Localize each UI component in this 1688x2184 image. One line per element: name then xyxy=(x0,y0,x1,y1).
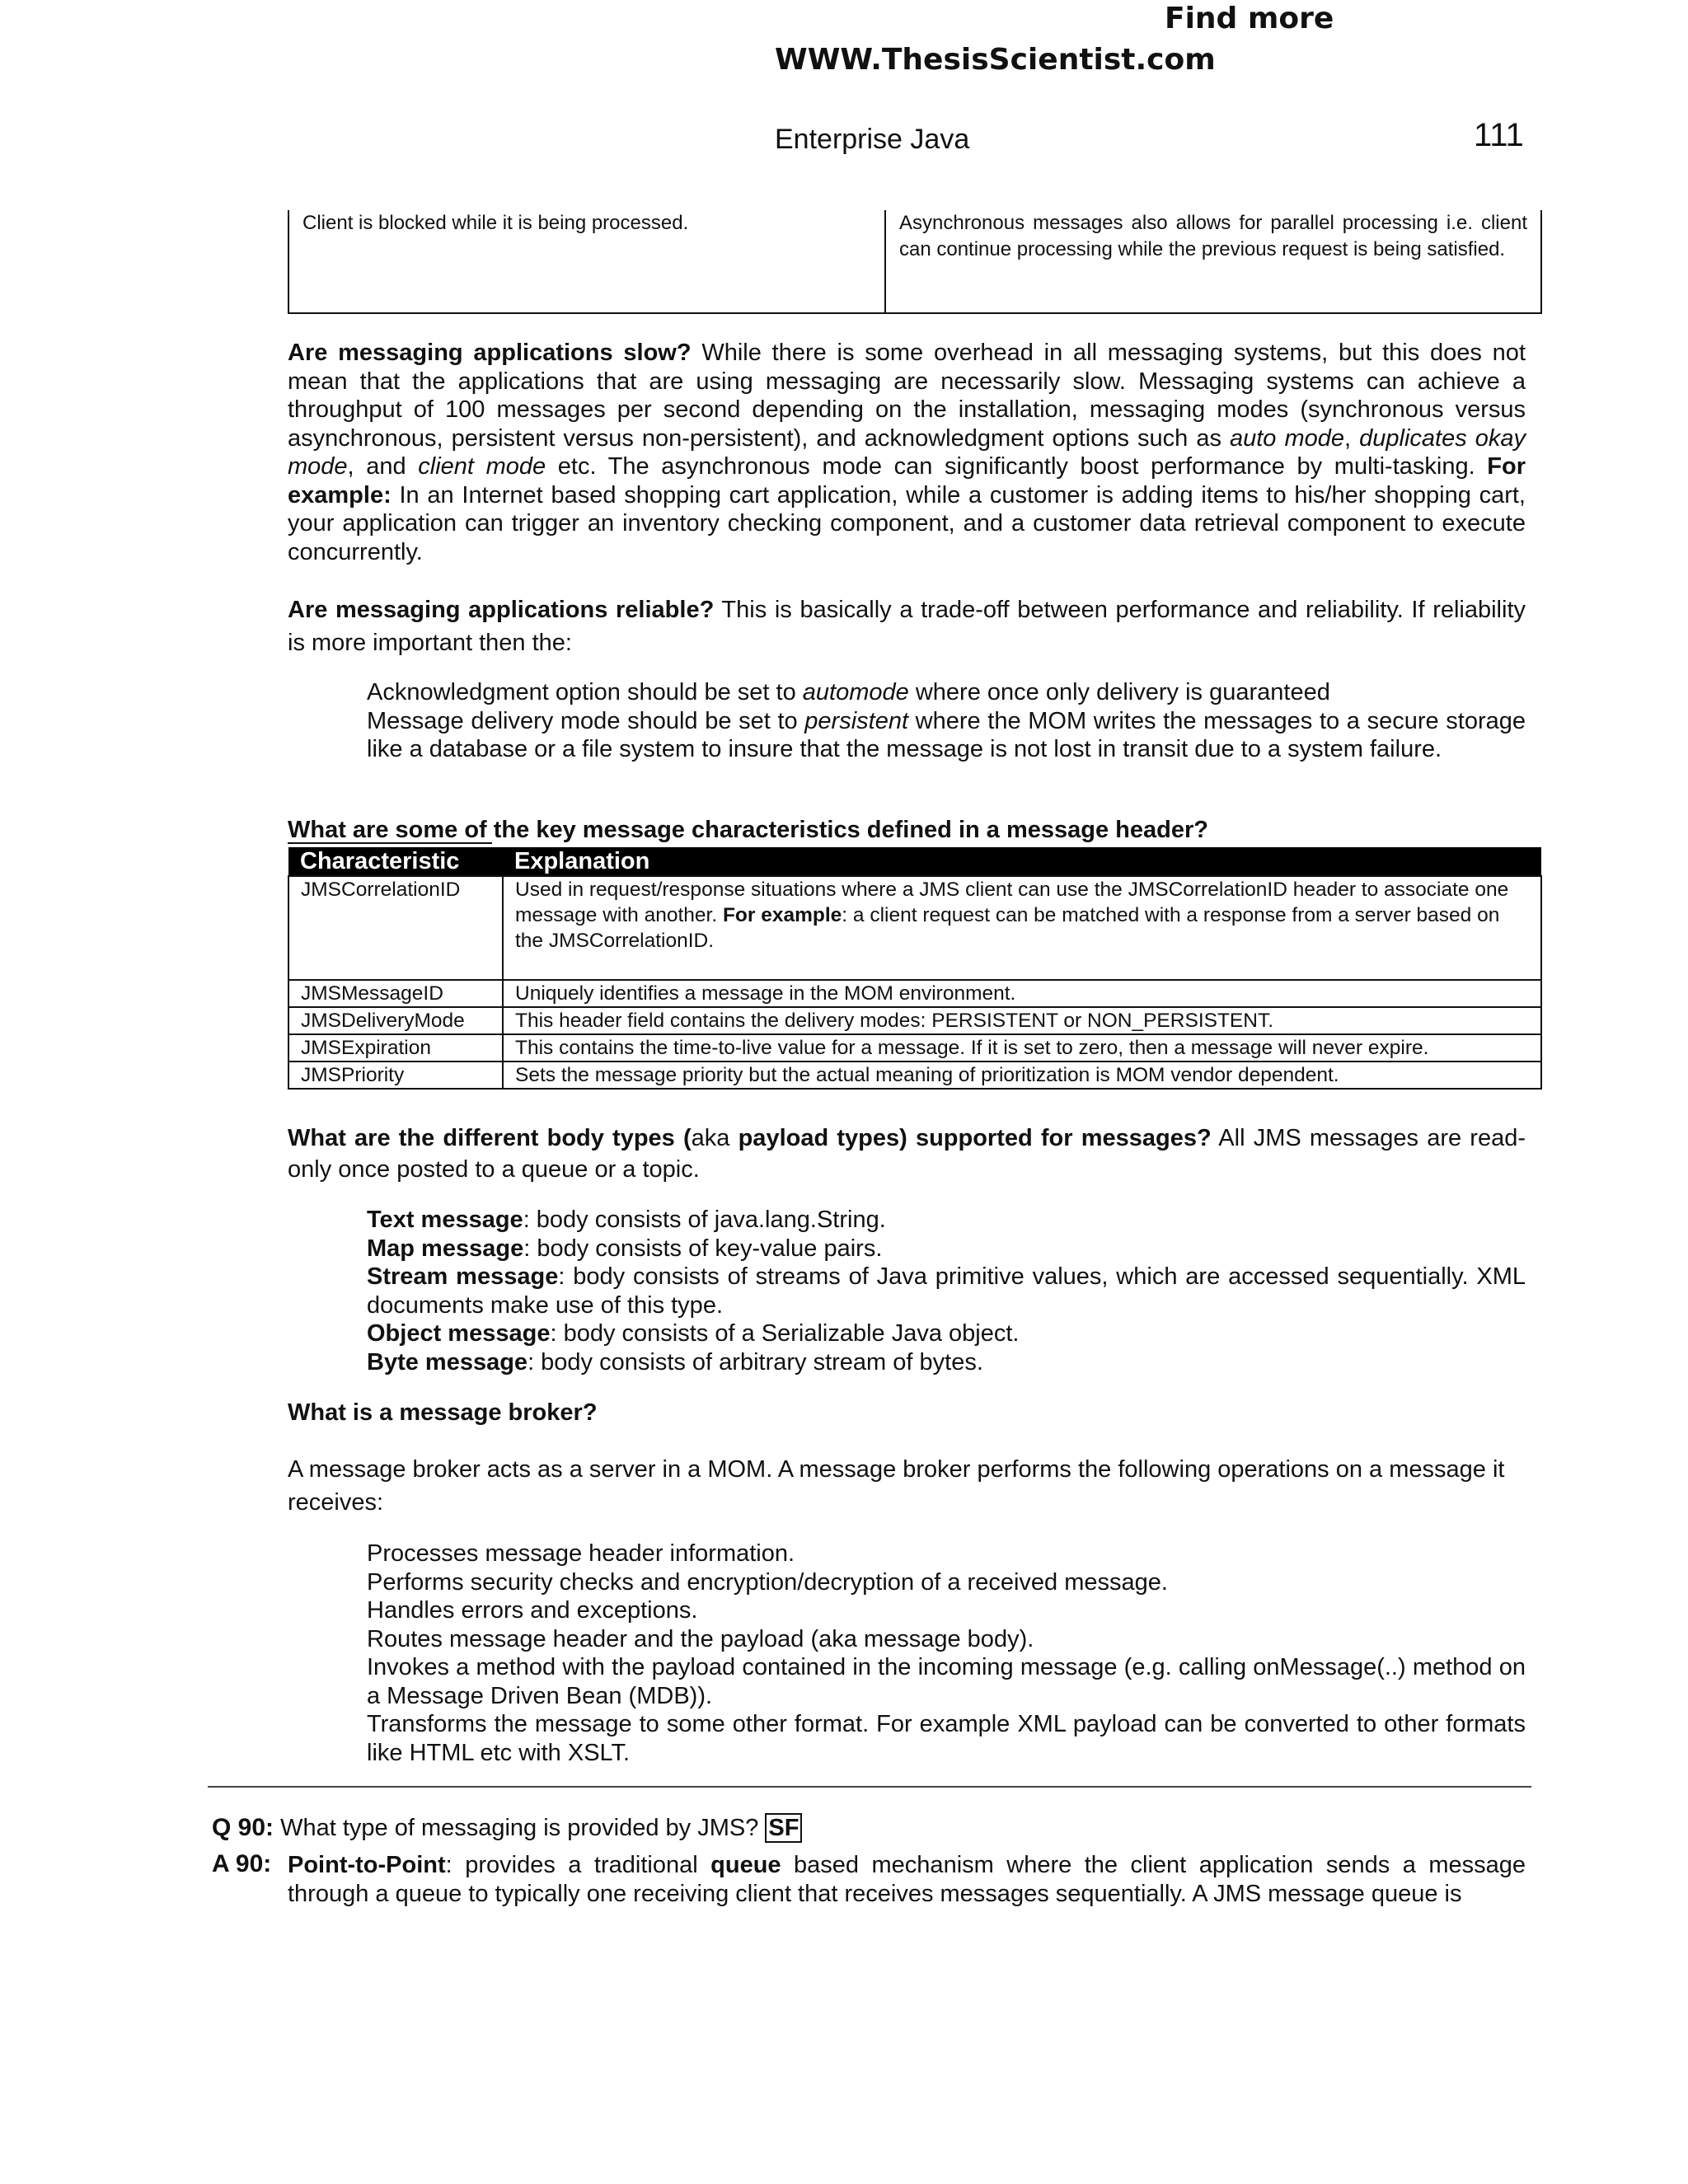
table-cell: Uniquely identifies a message in the MOM environment. xyxy=(503,980,1541,1007)
find-more-text: Find more xyxy=(1165,2,1334,35)
text: In an Internet based shopping cart application, while a customer is adding items to his/her shopping cart, your application can trigger an inventory checking component, and a customer data retrieval component to execute concurrently. xyxy=(288,481,1526,565)
text: For example: xyxy=(288,453,1526,509)
table-row xyxy=(288,876,1541,980)
list-item: Processes message header information. xyxy=(367,1540,795,1567)
reliability-list xyxy=(367,678,1526,764)
text: etc. The asynchronous mode can significantly boost performance by multi-tasking. xyxy=(546,453,1488,480)
body-types-list xyxy=(367,1206,1526,1376)
list-item: Stream message: body consists of streams of Java primitive values, which are accessed sequentially. XML documents make use of this type. xyxy=(367,1263,1526,1319)
broker-operations-list xyxy=(367,1540,1526,1767)
table-cell: JMSDeliveryMode xyxy=(288,1007,503,1034)
list-item: Invokes a method with the payload contained in the incoming message (e.g. calling onMessage(..) method on a Message Driven Bean (MDB)). xyxy=(367,1654,1526,1709)
site-link[interactable]: WWW.ThesisScientist.com xyxy=(775,43,1216,77)
table-cell: Used in request/response situations where a JMS client can use the JMSCorrelationID header to associate one message with another. For example: a client request can be matched with a response from a server based on the JMSCorrelationID. xyxy=(503,876,1541,980)
characteristics-table xyxy=(288,847,1542,1090)
sync-async-table xyxy=(288,210,1542,314)
question-90: Q 90: What type of messaging is provided by JMS? SF xyxy=(212,1814,1531,1843)
question-heading: Are messaging applications slow? xyxy=(288,340,692,366)
text: duplicates okay mode xyxy=(288,424,1526,480)
table-cell: Asynchronous messages also allows for parallel processing i.e. client can continue processing while the previous request is being satisfied. xyxy=(885,210,1541,313)
table-cell: Sets the message priority but the actual meaning of prioritization is MOM vendor dependent. xyxy=(503,1062,1541,1089)
list-item: Message delivery mode should be set to persistent where the MOM writes the messages to a secure storage like a database or a file system to insure that the message is not lost in transit due to a system failure. xyxy=(367,707,1526,762)
table-cell: Client is blocked while it is being processed. xyxy=(288,210,885,313)
broker-intro: A message broker acts as a server in a MOM. A message broker performs the following operations on a message it receives: xyxy=(288,1456,1505,1516)
table-row xyxy=(288,980,1541,1007)
table-row xyxy=(288,210,1541,313)
text: , xyxy=(1344,424,1360,452)
list-item: Transforms the message to some other format. For example XML payload can be converted to other formats like HTML etc with XSLT. xyxy=(367,1711,1526,1766)
list-item: Byte message: body consists of arbitrary stream of bytes. xyxy=(367,1348,983,1376)
paragraph-slow xyxy=(288,339,1526,566)
question-heading: Are messaging applications reliable? xyxy=(288,597,715,623)
list-item: Performs security checks and encryption/decryption of a received message. xyxy=(367,1568,1168,1596)
list-item: Handles errors and exceptions. xyxy=(367,1597,698,1624)
list-item: Text message: body consists of java.lang.String. xyxy=(367,1207,886,1233)
table-cell: JMSPriority xyxy=(288,1062,503,1089)
running-title: Enterprise Java xyxy=(775,124,970,155)
underline-divider xyxy=(288,842,492,844)
table-header-row xyxy=(288,847,1541,876)
answer-label: A 90: xyxy=(212,1850,272,1877)
text: , and xyxy=(347,453,419,480)
list-item: Map message: body consists of key-value pairs. xyxy=(367,1235,883,1262)
table-row xyxy=(288,1034,1541,1062)
text: While there is some overhead in all messaging systems, but this does not mean that the applications that are using messaging are necessarily slow. Messaging systems can achieve a throughput of 100 messages per second depending on the installation, messaging modes (synchronous versus asynchronous, persistent versus non-persistent), and acknowledgment options such as xyxy=(288,340,1526,452)
text: auto mode xyxy=(1229,424,1345,452)
question-heading: What is a message broker? xyxy=(288,1399,598,1426)
table-row xyxy=(288,1062,1541,1089)
page-number: 111 xyxy=(1474,117,1524,153)
section-divider xyxy=(208,1786,1531,1788)
table-cell: This header field contains the delivery modes: PERSISTENT or NON_PERSISTENT. xyxy=(503,1007,1541,1034)
text: client mode xyxy=(418,453,546,480)
column-header: Explanation xyxy=(503,847,1541,876)
table-cell: This contains the time-to-live value for a message. If it is set to zero, then a message will never expire. xyxy=(503,1034,1541,1062)
table-cell: JMSCorrelationID xyxy=(288,876,503,980)
list-item: Routes message header and the payload (aka message body). xyxy=(367,1625,1034,1652)
table-row xyxy=(288,1007,1541,1034)
table-cell: JMSExpiration xyxy=(288,1034,503,1062)
question-label: Q 90: xyxy=(212,1814,274,1841)
sf-badge: SF xyxy=(765,1813,802,1843)
paragraph-reliable xyxy=(288,593,1526,659)
table-cell: JMSMessageID xyxy=(288,980,503,1007)
question-heading: What are some of the key message characteristics defined in a message header? xyxy=(288,817,1208,843)
column-header: Characteristic xyxy=(288,847,503,876)
list-item: Acknowledgment option should be set to automode where once only delivery is guaranteed xyxy=(367,679,1330,705)
list-item: Object message: body consists of a Serializable Java object. xyxy=(367,1320,1020,1347)
text: This is basically a trade-off between performance and reliability. If reliability is more important then the: xyxy=(288,597,1526,656)
answer-90: Point-to-Point: provides a traditional queue based mechanism where the client application sends a message through a queue to typically one receiving client that receives messages sequentially. A JMS message queue is xyxy=(288,1852,1526,1907)
paragraph-body-types: What are the different body types (aka payload types) supported for messages? All JMS messages are read-only once posted to a queue or a topic. xyxy=(288,1125,1526,1183)
